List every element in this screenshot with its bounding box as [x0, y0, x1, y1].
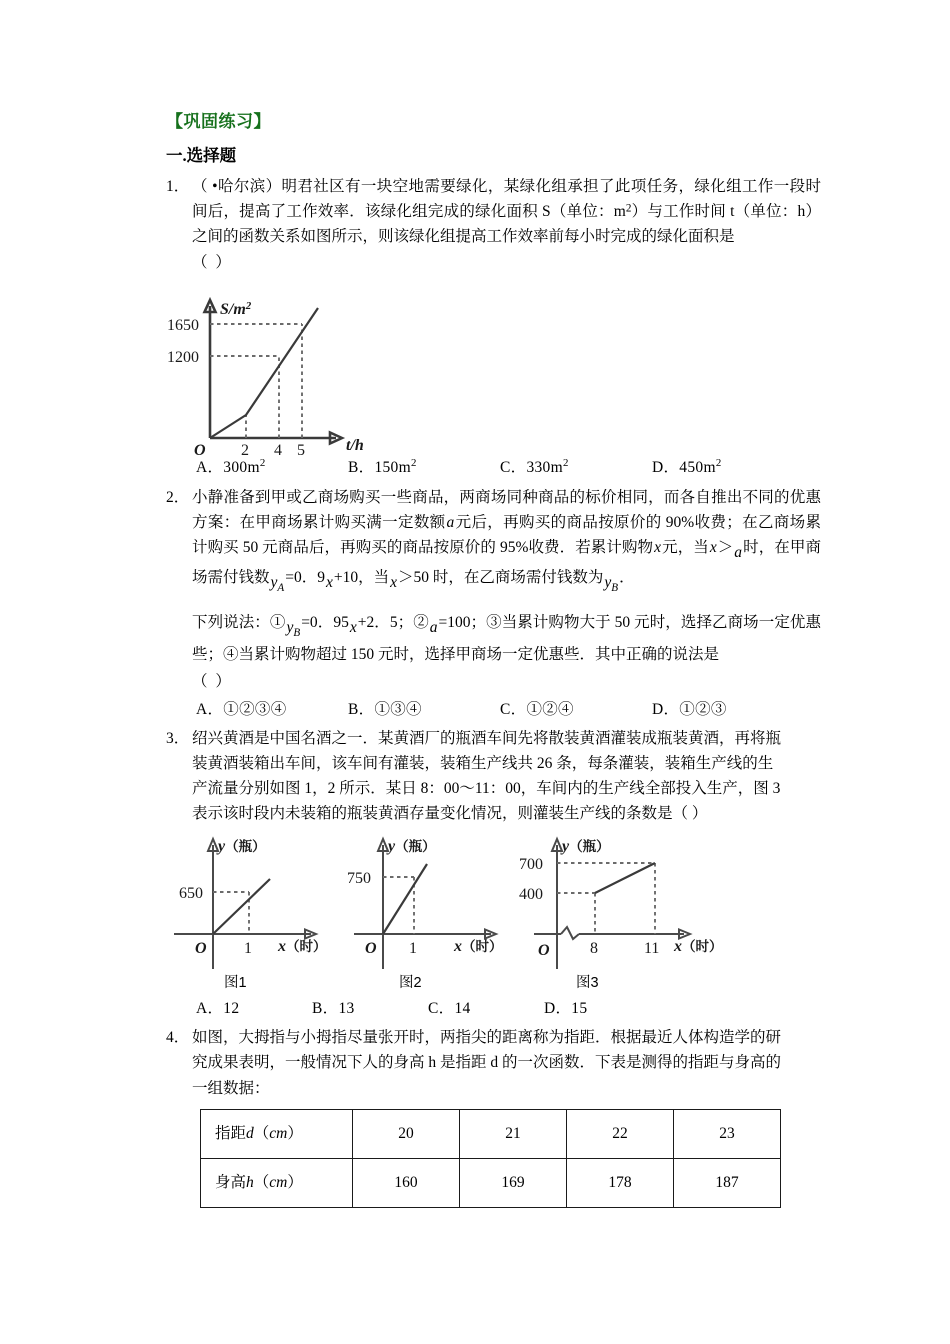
figure-group-container	[166, 829, 821, 994]
height-label: 身高	[215, 1174, 247, 1192]
q2-part-4: ＞	[717, 538, 734, 556]
q2-var-x4: x	[390, 573, 398, 591]
q4-line-3: 一组数据：	[192, 1079, 270, 1097]
q2-statement-2: =0．95	[301, 613, 349, 631]
q2-var-x2: x	[709, 538, 717, 556]
q2-var-a2: a	[734, 543, 743, 561]
distance-height-table	[200, 1109, 781, 1208]
q3-option-b[interactable]: B．13	[312, 1000, 355, 1018]
question-4	[166, 1025, 821, 1100]
question-2-text	[192, 485, 821, 597]
q2-part-7: +10，当	[333, 568, 390, 586]
distance-var: d	[246, 1125, 254, 1143]
figure-group-chart	[166, 829, 826, 994]
q3-line-3: 产流量分别如图 1，2 所示．某日 8：00～11：00，车间内的生产线全部投入生产，图 3	[192, 780, 781, 798]
page-title: 【巩固练习】	[166, 112, 271, 131]
table-cell: 22	[567, 1109, 674, 1158]
tu1-y-label: y（瓶）	[218, 838, 266, 856]
q2-var-yb: $y_B$	[604, 573, 619, 594]
q2-option-b[interactable]: B．①③④	[348, 700, 422, 718]
height-unit: cm	[269, 1174, 288, 1192]
q1-superscript: 2	[625, 202, 632, 215]
q2-var-x5: x	[349, 618, 357, 636]
table-cell: 187	[674, 1158, 781, 1207]
table-header-height	[201, 1158, 353, 1207]
figure-1-ytick-1650: 1650	[167, 316, 199, 334]
tu1-xtick-1: 1	[244, 940, 252, 958]
q3-line-4: 表示该时段内未装箱的瓶装黄酒存量变化情况，则灌装生产线的条数是（ ）	[192, 805, 708, 823]
tu2-y-label: y（瓶）	[388, 838, 436, 856]
q2-var-a3: a	[429, 618, 438, 636]
figure-1-chart	[166, 278, 526, 459]
question-1	[166, 174, 821, 274]
height-paren-open: （	[253, 1174, 270, 1192]
q2-part-3: 元，当	[662, 538, 709, 556]
table-cell: 20	[353, 1109, 460, 1158]
question-4-text	[192, 1025, 821, 1100]
q1-option-b[interactable]: B．$150m^2$	[348, 456, 417, 476]
tu1-ytick-650: 650	[179, 885, 203, 903]
question-2	[166, 485, 821, 694]
page-content	[166, 112, 821, 1208]
tu2-ytick-750: 750	[347, 870, 371, 888]
question-1-number: 1．	[166, 178, 190, 196]
question-1-text	[192, 174, 821, 249]
q3-line-2: 装黄酒装箱出车间，该车间有灌装，装箱生产线共 26 条，每条灌装，装箱生产线的生	[192, 755, 774, 773]
figure-tu3	[519, 838, 723, 991]
figure-1-container	[166, 278, 821, 459]
tu3-ytick-700: 700	[519, 856, 543, 874]
figure-1-y-label: $S/m^2$	[220, 299, 252, 318]
q2-part-1: 小静准备到甲或乙商场购买一些商品，两商场同种商品的标价相同，而各自推出不同的优惠方案：在甲商场累计购买满一定数额	[192, 488, 821, 531]
q1-segment-a: （ •哈尔滨）明君社区有一块空地需要绿化，某绿化组承担了此项任务，绿化组工作一段时间后，提高了工作效率．该绿化组完成的绿化面积 S（单位：m	[192, 178, 821, 221]
q1-option-d[interactable]: D．$450m^2$	[652, 456, 722, 476]
distance-paren-open: （	[253, 1125, 270, 1143]
question-2-options	[196, 697, 821, 719]
table-cell: 21	[460, 1109, 567, 1158]
tu2-xtick-1: 1	[409, 940, 417, 958]
table-cell: 169	[460, 1158, 567, 1207]
question-1-options	[196, 455, 821, 477]
table-header-distance	[201, 1109, 353, 1158]
figure-1-xtick-2: 2	[241, 441, 249, 459]
question-2-answer-paren: （ ）	[192, 672, 233, 690]
q2-statement-1: 下列说法：①	[192, 613, 286, 631]
q2-statement-3: +2．5；②	[357, 613, 429, 631]
figure-1-x-label: t/h	[346, 436, 364, 454]
tu3-axis-break-icon	[561, 927, 579, 939]
table-row	[201, 1109, 781, 1158]
q2-part-5: 时，在甲商场需付钱数	[192, 538, 821, 586]
tu2-x-label: x（时）	[454, 938, 503, 956]
tu3-caption: 图3	[576, 975, 599, 992]
q3-option-c[interactable]: C．14	[428, 1000, 471, 1018]
distance-unit: cm	[269, 1125, 288, 1143]
tu1-line	[213, 879, 270, 934]
q2-var-a1: a	[446, 513, 455, 531]
q2-part-2: 元后，再购买的商品按原价的 90%收费；在乙商场累计购买 50 元商品后，再购买的商品按原价的 95%收费．若累计购物	[192, 513, 821, 556]
tu3-y-label: y（瓶）	[562, 838, 610, 856]
question-4-number: 4．	[166, 1029, 190, 1047]
tu1-origin-label: O	[195, 940, 207, 958]
tu1-caption: 图1	[224, 975, 247, 992]
q4-line-2: 究成果表明，一般情况下人的身高 h 是指距 d 的一次函数．下表是测得的指距与身高的	[192, 1054, 782, 1072]
q2-option-d[interactable]: D．①②③	[652, 700, 727, 718]
distance-paren-close: ）	[287, 1125, 303, 1143]
q4-line-1: 如图，大拇指与小拇指尽量张开时，两指尖的距离称为指距．根据最近人体构造学的研	[192, 1029, 782, 1047]
tu2-origin-label: O	[365, 940, 377, 958]
q2-part-8: ＞50 时，在乙商场需付钱数为	[398, 568, 604, 586]
q2-var-yb2: $y_B$	[286, 618, 301, 639]
tu3-x-label: x（时）	[674, 938, 723, 956]
q1-option-c[interactable]: C．$330m^2$	[500, 456, 569, 476]
question-1-answer-paren: （ ）	[192, 253, 233, 271]
tu3-xtick-11: 11	[644, 940, 660, 958]
table-cell: 23	[674, 1109, 781, 1158]
tu3-line	[595, 863, 655, 893]
q2-var-x1: x	[654, 538, 662, 556]
q1-option-a[interactable]: A．$300m^2$	[196, 456, 266, 476]
tu3-xtick-8: 8	[590, 940, 598, 958]
tu3-ytick-400: 400	[519, 886, 543, 904]
q2-var-ya: $y_A$	[270, 573, 285, 594]
table-cell: 160	[353, 1158, 460, 1207]
figure-tu1	[174, 838, 327, 991]
table-row	[201, 1158, 781, 1207]
q2-part-6: =0．9	[285, 568, 325, 586]
question-2-number: 2．	[166, 488, 190, 506]
tu2-caption: 图2	[399, 975, 422, 992]
q3-line-1: 绍兴黄酒是中国名酒之一．某黄酒厂的瓶酒车间先将散装黄酒灌装成瓶装黄酒，再将瓶	[192, 729, 782, 747]
tu3-origin-label: O	[538, 942, 550, 960]
q3-option-d[interactable]: D．15	[544, 1000, 588, 1018]
question-2-statements	[192, 610, 821, 667]
q3-option-a[interactable]: A．12	[196, 1000, 240, 1018]
q2-var-x3: x	[325, 573, 333, 591]
section-title: 一.选择题	[166, 146, 237, 166]
q2-option-c[interactable]: C．①②④	[500, 700, 574, 718]
question-3	[166, 726, 821, 826]
distance-label: 指距	[215, 1125, 247, 1143]
q2-statement-4: =100；③当累计购物大于 50 元时，选择乙商场一定优惠些；④当累计购物超过 150 元时，选择甲商场一定优惠些．其中正确的说法是	[192, 613, 821, 663]
q2-option-a[interactable]: A．①②③④	[196, 700, 287, 718]
tu2-line	[383, 864, 427, 934]
question-3-number: 3．	[166, 729, 190, 747]
table-cell: 178	[567, 1158, 674, 1207]
figure-1-origin-label: O	[194, 441, 206, 459]
question-3-options	[196, 996, 821, 1018]
q1-segment-c: ）与工作时间 t（单位：h）之间的函数关系如图所示，则该绿化组提高工作效率前每小时完成的绿化面积是	[192, 203, 821, 246]
height-paren-close: ）	[287, 1174, 303, 1192]
tu1-x-label: x（时）	[278, 938, 327, 956]
figure-1-xtick-5: 5	[297, 441, 305, 459]
q2-part-9: ．	[619, 568, 635, 586]
height-var: h	[246, 1174, 254, 1192]
question-3-text	[192, 726, 821, 826]
figure-tu2	[347, 838, 503, 991]
figure-1-ytick-1200: 1200	[167, 348, 199, 366]
figure-1-xtick-4: 4	[274, 441, 282, 459]
